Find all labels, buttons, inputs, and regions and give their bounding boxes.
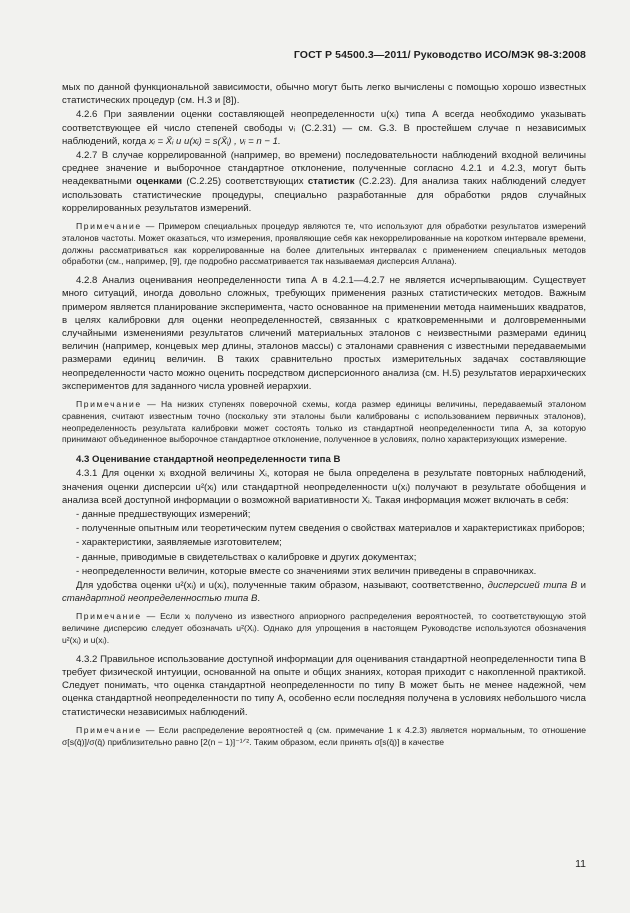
note-label: Примечание <box>76 724 142 735</box>
list-item: - данные предшествующих измерений; <box>76 509 251 521</box>
section-heading-4-3: 4.3 Оценивание стандартной неопределенности типа В <box>76 454 341 466</box>
note-2: Примечание — На низких ступенях поверочной схемы, когда размер единицы величины, передаваемый эталоном сравнения, считают известным точно (поскольку эти эталоны были калиброваны с использованием первичных эталонов), неопределенность результата калибровки может состоять только из стандартной неопределенности типа А, за которую принимают объединенное выборочное стандартное отклонение, полученное в условиях, полно характеризующих измерение. <box>62 399 586 445</box>
term-estimates: оценками <box>136 176 183 188</box>
paragraph-type-b-definition: Для удобства оценки u²(xᵢ) и u(xᵢ), полученные таким образом, называют, соответственно, дисперсией типа В и стандартной неопределенностью типа В. <box>62 580 586 605</box>
list-item: - данные, приводимые в свидетельствах о калибровке и других документах; <box>76 551 417 563</box>
formula-degrees-of-freedom: xᵢ = X̄ᵢ и u(xᵢ) = s(X̄ᵢ) , νᵢ = n − 1. <box>148 135 281 147</box>
page-number: 11 <box>575 858 586 870</box>
paragraph-continuation: мых по данной функциональной зависимости, обычно могут быть легко вычислены с помощью хорошо известных статистических процедур (см. Н.3 и [8]). <box>62 82 586 107</box>
note-1: Примечание — Примером специальных процедур являются те, что используют для обработки результатов измерений эталонов частоты. Может оказаться, что измерения, проявляющие себя как некоррелированные на коротком интервале времени, должны рассматриваться как коррелированные на более длительных интервалах с применением специальных методов обработки (см., например, [9], где подробно рассматривается так называемая дисперсия Аллана). <box>62 221 586 267</box>
term-statistics: статистик <box>307 176 355 188</box>
paragraph-4-2-8: 4.2.8 Анализ оценивания неопределенности типа А в 4.2.1—4.2.7 не является исчерпывающим. Существует много ситуаций, иногда довольно сложных, требующих применения разных статистических методов. Важным примером является планирование эксперимента, часто основанное на применении метода наименьших квадратов, в целях калибровки для оценки неопределенностей, связанных с кратковременными и долговременными случайными изменениями результатов сличений материальных эталонов с неизвестными размерами единиц величин (например, концевых мер длины, эталонов массы) с эталонами сравнения с известными передаваемыми размерами единиц величин. В таких сравнительно простых измерительных задачах составляющие неопределенности часто можно оценить посредством дисперсионного анализа (см. Н.5) результатов иерархических экспериментов для заданного числа уровней иерархии. <box>62 275 586 392</box>
list-item: - характеристики, заявляемые изготовителем; <box>76 537 282 549</box>
note-3: Примечание — Если xᵢ получено из известного априорного распределения вероятностей, то соответствующую этой величине дисперсию следует обозначать u²(Xᵢ). Однако для упрощения в настоящем Руководстве используются обозначения u²(xᵢ) и u(xᵢ). <box>62 611 586 646</box>
term-type-b-variance: дисперсией типа В <box>487 580 578 592</box>
note-label: Примечание <box>76 399 142 410</box>
list-item: - неопределенности величин, которые вместе со значениями этих величин приведены в справочниках. <box>76 565 537 577</box>
paragraph-4-3-1: 4.3.1 Для оценки xᵢ входной величины Xᵢ, которая не была определена в результате повторных наблюдений, значения оценки дисперсии u²(xᵢ) или стандартной неопределенности u(xᵢ) получают в результате обобщения и анализа всей доступной информации о возможной вариативности Xᵢ. Такая информация может включать в себя: <box>62 468 586 506</box>
paragraph-4-2-7: 4.2.7 В случае коррелированной (например, во времени) последовательности наблюдений входной величины среднее значение и выборочное стандартное отклонение, полученные согласно 4.2.1 и 4.2.3, могут быть неадекватными оценками (С.2.25) соответствующих статистик (С.2.23). Для анализа таких наблюдений следует использовать статистические процедуры, специально разработанные для обработки рядов случайных коррелированных результатов измерений. <box>62 150 587 214</box>
note-label: Примечание <box>76 611 142 622</box>
list-item: - полученные опытным или теоретическим путем сведения о свойствах материалов и характеристиках приборов; <box>76 523 585 535</box>
term-type-b-standard-uncertainty: стандартной неопределенностью типа В <box>62 593 258 605</box>
paragraph-4-2-6: 4.2.6 При заявлении оценки составляющей неопределенности u(xᵢ) типа А всегда необходимо указывать соответствующее ей число степеней свободы νᵢ (С.2.31) — см. G.3. В простейшем случае n независимых наблюдений, когда xᵢ = X̄ᵢ и u(xᵢ) = s(X̄ᵢ) , νᵢ = n − 1. <box>62 109 586 147</box>
note-4: Примечание — Если распределение вероятностей q (см. примечание 1 к 4.2.3) является нормальным, то отношение σ[s(q̄)]/σ(q̄) приблизительно равно [2(n − 1)]⁻¹ᐟ². Таким образом, если принять σ[s(q̄)] в качестве <box>62 724 586 747</box>
note-label: Примечание <box>76 221 142 232</box>
paragraph-4-3-2: 4.3.2 Правильное использование доступной информации для оценивания стандартной неопределенности типа В требует физической интуиции, основанной на опыте и общих знаниях, которая приходит с накопленной практикой. Следует понимать, что оценка стандартной неопределенности по типу В может быть не менее надежной, чем оценка стандартной неопределенности по типу А, особенно если последняя получена в условиях небольшого числа статистически независимых наблюдений. <box>62 653 586 718</box>
page-header: ГОСТ Р 54500.3—2011/ Руководство ИСО/МЭК 98-3:2008 <box>293 49 586 61</box>
page-body <box>62 81 586 754</box>
